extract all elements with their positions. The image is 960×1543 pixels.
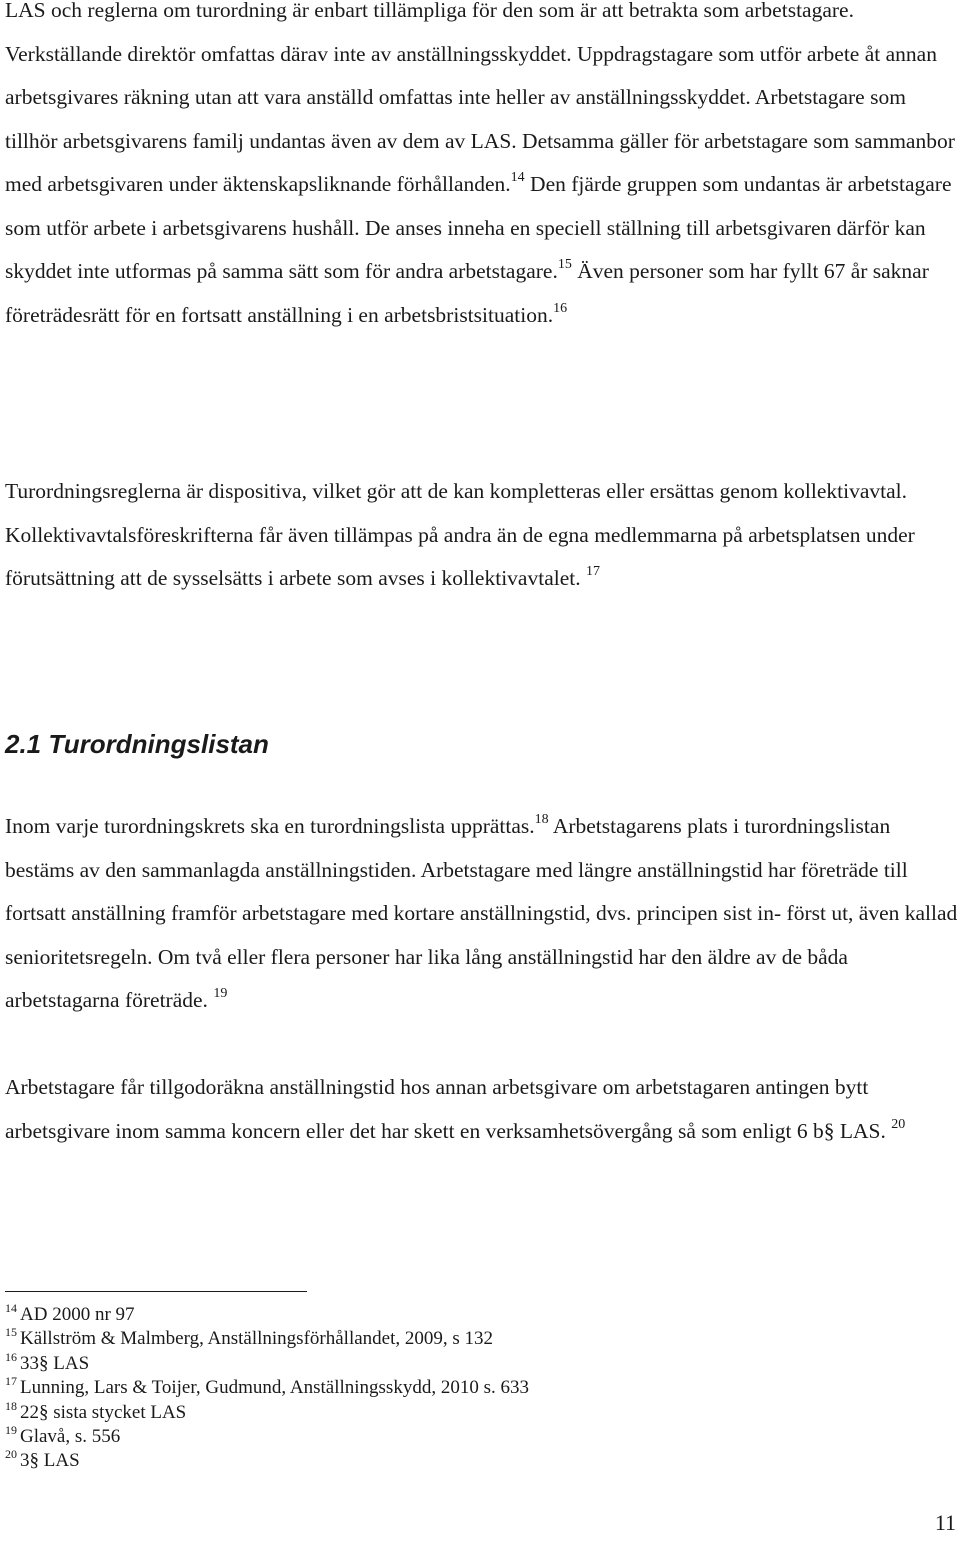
footnote-ref-16: 16 [553,300,568,316]
footnote-item: $^{15}$ Källström & Malmberg, Anställningsförhållandet, 2009, s 132 [5,1325,494,1350]
footnote-separator [5,1291,307,1292]
section-heading: 2.1 Turordningslistan [5,729,269,759]
footnote-list [5,1303,529,1474]
footnote-item: $^{19}$ Glavå, s. 556 [5,1423,121,1448]
footnote-item: $^{18}$ 22§ sista stycket LAS [5,1398,187,1423]
body-paragraph-3: Inom varje turordningskrets ska en turordningslista upprättas.$^{18}$ Arbetstagarens plats i turordningslistan bestäms av den sammanlagda anställningstiden. Arbetstagare med längre anställningstid har företräde till fortsatt anställning framför arbetstagare med kortare anställningstid, dvs. principen sist in- först ut, även kallad senioritetsregeln. Om två eller flera personer har lika lång anställningstid har den äldre av de båda arbetstagarna företräde. $^{19}$ [5,812,958,1012]
footnote-ref-15: 15 [557,257,572,272]
body-paragraph-2: Turordningsreglerna är dispositiva, vilket gör att de kan kompletteras eller ersättas genom kollektivavtal. Kollektivavtalsföreskrifterna får även tillämpas på andra än de egna medlemmarna på arbetsplatsen under förutsättning att de sysselsätts i arbete som avses i kollektivavtalet. $^{17}$ [5,479,915,590]
footnote-item: $^{16}$ 33§ LAS [5,1349,90,1374]
footnote-ref-19: 19 [213,986,228,1001]
footnote-item: $^{17}$ Lunning, Lars & Toijer, Gudmund, Anställningsskydd, 2010 s. 633 [5,1374,529,1399]
footnote-ref-14: 14 [510,170,525,185]
body-paragraph-1: LAS och reglerna om turordning är enbart tillämpliga för den som är att betrakta som arbetstagare. Verkställande direktör omfattas därav inte av anställningsskyddet. Uppdragstagare som utför arbete åt annan arbetsgivares räkning utan att vara anställd omfattas inte heller av anställningsskyddet. Arbetstagare som tillhör arbetsgivarens familj undantas även av dem av LAS. Detsamma gäller för arbetstagare som sammanbor med arbetsgivaren under äktenskapsliknande förhållanden.$^{14}$ Den fjärde gruppen som undantas är arbetstagare som utför arbete i arbetsgivarens hushåll. De anses inneha en speciell ställning till arbetsgivaren därför kan skyddet inte utformas på samma sätt som för andra arbetstagare.$^{15}$ Även personer som har fyllt 67 år saknar företrädesrätt för en fortsatt anställning i en arbetsbristsituation.$^{16}$ [5,0,955,327]
footnote-ref-17: 17 [585,564,600,579]
footnote-ref-20: 20 [891,1116,906,1132]
footnote-item: $^{14}$ AD 2000 nr 97 [5,1301,135,1325]
footnote-item: $^{20}$ 3§ LAS [5,1447,80,1472]
page-number: 11 [934,1510,956,1535]
footnote-ref-18: 18 [534,812,549,827]
body-paragraph-4: Arbetstagare får tillgodoräkna anställningstid hos annan arbetsgivare om arbetstagaren antingen bytt arbetsgivare inom samma koncern eller det har skett en verksamhetsövergång så som enligt 6 b§ LAS. $^{20}$ [5,1075,906,1143]
